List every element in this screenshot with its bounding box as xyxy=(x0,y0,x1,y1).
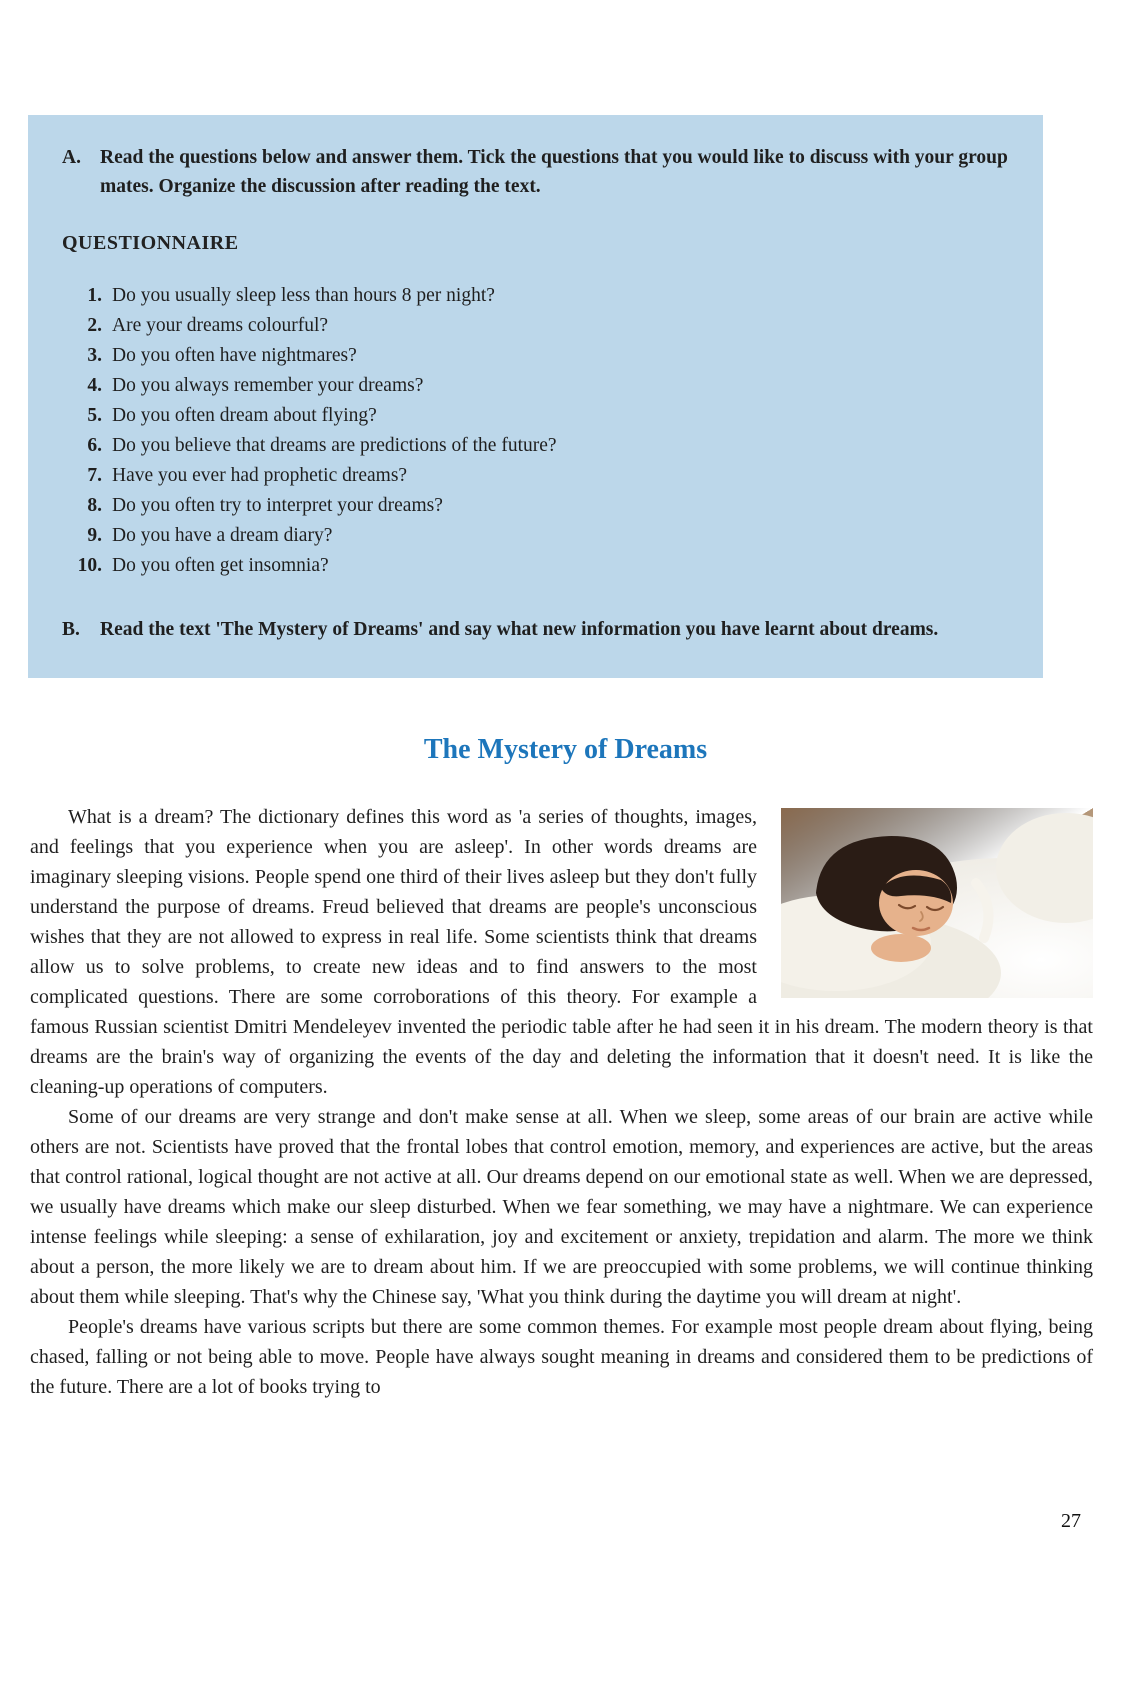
list-item xyxy=(62,281,1009,311)
sleeping-woman-photo xyxy=(781,808,1093,998)
question-number: 2. xyxy=(87,314,102,336)
section-b-text: Read the text 'The Mystery of Dreams' and say what new information you have learnt about dreams. xyxy=(100,618,939,640)
questionnaire-box xyxy=(28,115,1043,678)
question-text: Do you have a dream diary? xyxy=(112,524,333,546)
question-text: Do you always remember your dreams? xyxy=(112,374,424,396)
question-number: 1. xyxy=(87,284,102,306)
paragraph-2-text: Some of our dreams are very strange and don't make sense at all. When we sleep, some areas of our brain are active while others are not. Scientists have proved that the frontal lobes that control emotion, memory, and experiences are active, but the areas that control rational, logical thought are not active at all. Our dreams depend on our emotional state as well. When we are depressed, we usually have dreams which make our sleep disturbed. When we fear something, we may have a nightmare. We can experience intense feelings while sleeping: a sense of exhilaration, joy and excitement or anxiety, trepidation and alarm. The more we think about a person, the more likely we are to dream about him. If we are preoccupied with some problems, we will continue thinking about them while sleeping. That's why the Chinese say, 'What you think during the daytime you will dream at night'. xyxy=(30,1105,1093,1308)
list-item xyxy=(62,521,1009,551)
question-number: 9. xyxy=(87,524,102,546)
article-body xyxy=(30,802,1093,1402)
questionnaire-title: QUESTIONNAIRE xyxy=(62,231,239,254)
list-item xyxy=(62,401,1009,431)
paragraph-2 xyxy=(30,1102,1093,1312)
question-number: 10. xyxy=(77,554,102,576)
paragraph-1-text: What is a dream? The dictionary defines this word as 'a series of thoughts, images, and feelings that you experience when you are asleep'. In other words dreams are imaginary sleeping visions. People spend one third of their lives asleep but they don't fully understand the purpose of dreams. Freud believed that dreams are people's unconscious wishes that they are not allowed to express in real life. Some scientists think that dreams allow us to solve problems, to create new ideas and to find answers to the most complicated questions. There are some corroborations of this theory. For example a famous Russian scientist Dmitri Mendeleyev invented the periodic table after he had seen it in his dream. The modern theory is that dreams are the brain's way of organizing the events of the day and deleting the information that it doesn't need. It is like the cleaning-up operations of computers. xyxy=(30,805,1093,1098)
question-number: 4. xyxy=(87,374,102,396)
question-text: Do you often get insomnia? xyxy=(112,554,329,576)
list-item xyxy=(62,311,1009,341)
question-list xyxy=(62,281,1009,581)
question-text: Do you often have nightmares? xyxy=(112,344,357,366)
paragraph-1 xyxy=(30,802,1093,1102)
section-b-instruction xyxy=(62,615,1009,644)
question-number: 7. xyxy=(87,464,102,486)
question-text: Do you usually sleep less than hours 8 per night? xyxy=(112,284,495,306)
paragraph-3 xyxy=(30,1312,1093,1402)
question-text: Do you believe that dreams are predictions of the future? xyxy=(112,434,557,456)
list-item xyxy=(62,341,1009,371)
sleeping-woman-illustration xyxy=(781,808,1093,998)
list-item xyxy=(62,431,1009,461)
question-text: Do you often try to interpret your dreams? xyxy=(112,494,443,516)
question-text: Are your dreams colourful? xyxy=(112,314,329,336)
question-number: 5. xyxy=(87,404,102,426)
question-number: 6. xyxy=(87,434,102,456)
list-item xyxy=(62,551,1009,581)
question-text: Do you often dream about flying? xyxy=(112,404,377,426)
section-b-label: B. xyxy=(62,618,80,640)
question-text: Have you ever had prophetic dreams? xyxy=(112,464,408,486)
section-a-instruction xyxy=(62,143,1009,202)
question-number: 8. xyxy=(87,494,102,516)
section-a-label: A. xyxy=(62,147,81,168)
list-item xyxy=(62,371,1009,401)
page-number: 27 xyxy=(1061,1510,1081,1532)
page-title: The Mystery of Dreams xyxy=(423,733,708,765)
question-number: 3. xyxy=(87,344,102,366)
section-a-text: Read the questions below and answer them. Tick the questions that you would like to discuss with your group mates. Organize the discussion after reading the text. xyxy=(100,147,1008,198)
list-item xyxy=(62,491,1009,521)
paragraph-3-text: People's dreams have various scripts but there are some common themes. For example most people dream about flying, being chased, falling or not being able to move. People have always sought meaning in dreams and considered them to be predictions of the future. There are a lot of books trying to xyxy=(30,1315,1093,1398)
list-item xyxy=(62,461,1009,491)
